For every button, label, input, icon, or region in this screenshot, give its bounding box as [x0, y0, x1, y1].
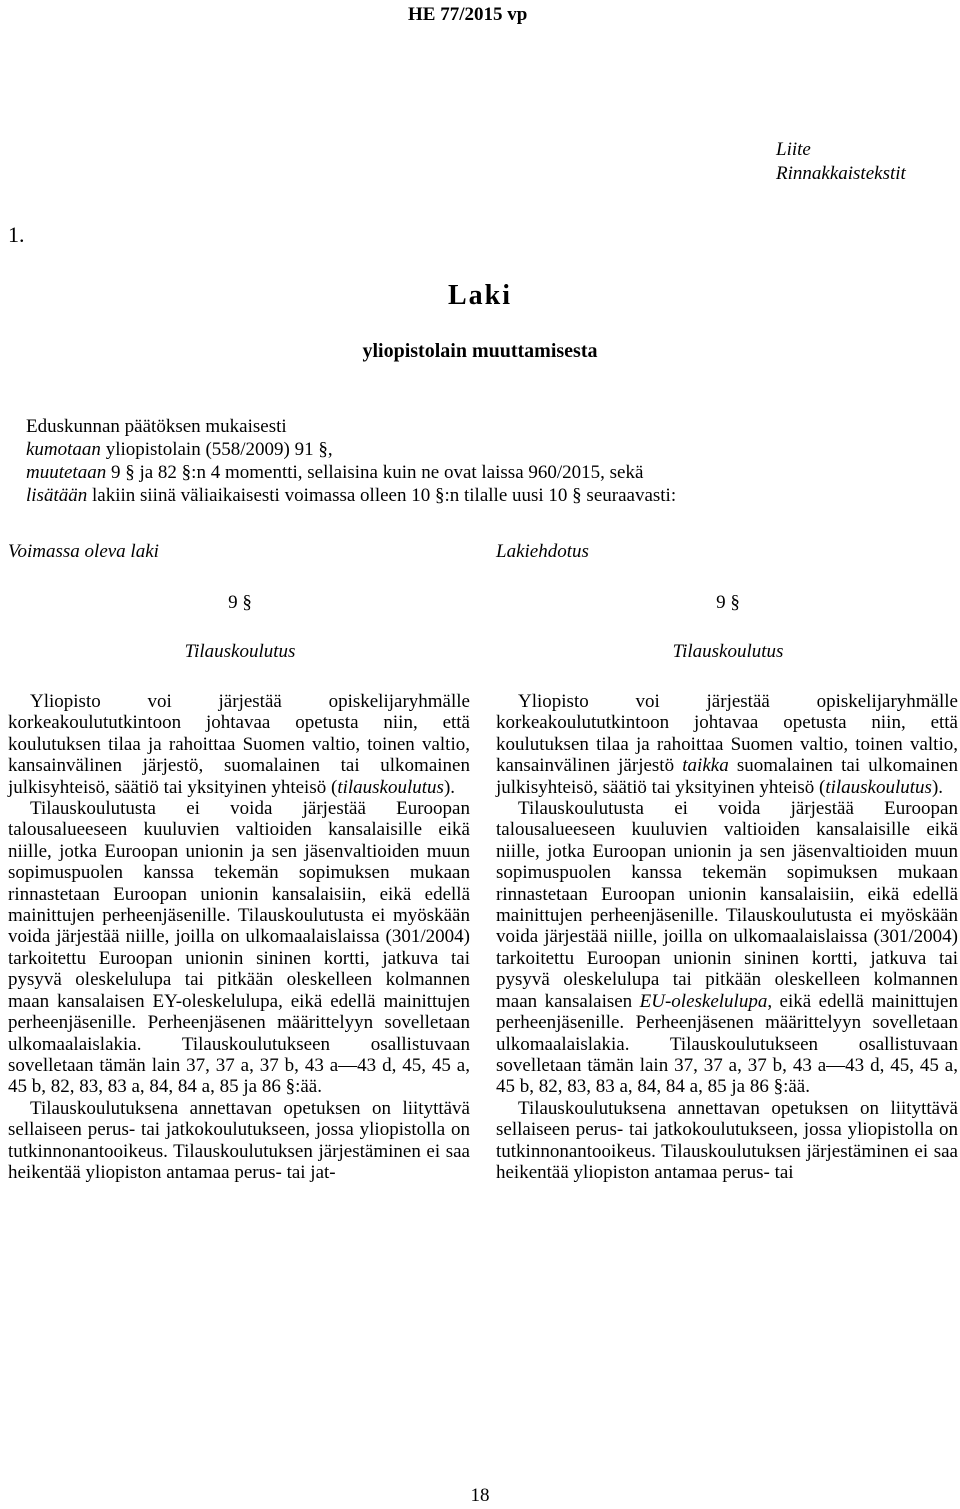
preamble-verb: lisätään — [26, 485, 88, 506]
appendix-line-rinnakkaistekstit: Rinnakkaistekstit — [776, 163, 906, 184]
left-section-number: 9 § — [228, 592, 252, 613]
text: Tilauskoulutusta ei voida järjestää Euroopan talousalueeseen kuuluvien valtioiden kansalaisille eikä niille, jotka Euroopan unionin ja sen jäsenvaltioiden muun sopimuspuolen kanssa tekemän sopimuksen mukaan rinnastetaan Euroopan unionin kansalaisiin, eikä edellä mainittujen perheenjäsenille. Tilauskoulutusta ei myöskään voida järjestää niille, joilla on ulkomaalaislaissa (301/2004) tarkoitettu Euroopan unionin sininen kortti, jatkuva tai pysyvä oleskelulupa tai pitkään oleskelleen kolmannen maan kansalaisen — [496, 798, 958, 1012]
paragraph: Tilauskoulutusta ei voida järjestää Euroopan talousalueeseen kuuluvien valtioiden kansalaisille eikä niille, jotka Euroopan unionin ja sen jäsenvaltioiden muun sopimuspuolen kanssa tekemän sopimuksen mukaan rinnastetaan Euroopan unionin kansalaisiin, eikä edellä mainittujen perheenjäsenille. Tilauskoulutusta ei myöskään voida järjestää niille, joilla on ulkomaalaislaissa (301/2004) tarkoitettu Euroopan unionin sininen kortti, jatkuva tai pysyvä oleskelulupa tai pitkään oleskelleen kolmannen maan kansalaisen EY-oleskelulupa, eikä edellä mainittujen perheenjäsenille. Perheenjäsenen määrittelyyn sovelletaan ulkomaalaislakia. Tilauskoulutukseen osallistuvaan sovelletaan tämän lain 37, 37 a, 37 b, 43 a—43 d, 45, 45 a, 45 b, 82, 83, 83 a, 84, 84 a, 85 ja 86 §:ää. — [8, 798, 470, 1098]
proposal-text — [496, 691, 958, 1183]
paragraph: Tilauskoulutuksena annettavan opetuksen on liityttävä sellaiseen perus- tai jatkokoulutukseen, jossa yliopistolla on tutkinnonantooikeus. Tilauskoulutuksen järjestäminen ei saa heikentää yliopiston antamaa perus- tai — [496, 1097, 958, 1183]
preamble-text: lakiin siinä väliaikaisesti voimassa olleen 10 §:n tilalle uusi 10 § seuraavasti: — [87, 485, 677, 506]
preamble-verb: kumotaan — [26, 439, 101, 460]
law-subtitle: yliopistolain muuttamisesta — [362, 340, 598, 362]
text: ). — [931, 776, 944, 798]
text-emphasis: taikka — [682, 755, 729, 777]
preamble-line — [26, 484, 956, 507]
preamble — [26, 415, 956, 507]
preamble-text: 9 § ja 82 §:n 4 momentti, sellaisina kuin ne ovat laissa 960/2015, sekä — [106, 462, 644, 483]
law-number: 1. — [8, 222, 25, 247]
paragraph — [496, 798, 958, 1098]
text-emphasis: tilauskoulutus — [337, 776, 444, 798]
preamble-text: yliopistolain (558/2009) 91 §, — [100, 439, 333, 460]
text-emphasis: EU-oleskelulupa — [639, 990, 768, 1012]
appendix-label — [776, 138, 906, 186]
preamble-line: Eduskunnan päätöksen mukaisesti — [26, 416, 287, 437]
preamble-line — [26, 438, 956, 461]
text-emphasis: tilauskoulutus — [825, 776, 932, 798]
text: Yliopisto voi järjestää opiskelijaryhmälle korkeakoulututkintoon johtavaa opetusta niin, että koulutuksen tilaa ja rahoittaa Suomen valtio, toinen valtio, kansainvälinen järjestö, suomalainen tai ulkomainen julkisyhteisö, säätiö tai yksityinen yhteisö ( — [8, 691, 470, 798]
text: ). — [443, 776, 456, 798]
text: , eikä edellä mainittujen perheenjäsenille. Perheenjäsenen määrittelyyn sovelletaan ulkomaalaislakia. Tilauskoulutukseen osallistuvaan sovelletaan tämän lain 37, 37 a, 37 b, 43 a—43 d, 45, 45 a, 45 b, 82, 83, 83 a, 84, 84 a, 85 ja 86 §:ää. — [496, 990, 958, 1098]
right-section-title: Tilauskoulutus — [672, 641, 784, 662]
right-section-number: 9 § — [716, 592, 740, 613]
document-id: HE 77/2015 vp — [408, 4, 528, 25]
left-section-title: Tilauskoulutus — [184, 641, 296, 662]
text: suomalainen tai ulkomainen julkisyhteisö, säätiö tai yksityinen yhteisö ( — [496, 755, 958, 798]
preamble-line — [26, 461, 956, 484]
paragraph — [8, 691, 470, 798]
paragraph — [496, 691, 958, 798]
current-law-header: Voimassa oleva laki — [8, 541, 159, 562]
text: Yliopisto voi järjestää opiskelijaryhmälle korkeakoulututkintoon johtavaa opetusta niin, että koulutuksen tilaa ja rahoittaa Suomen valtio, toinen valtio, kansainvälinen järjestö — [496, 691, 958, 777]
proposal-header: Lakiehdotus — [496, 541, 589, 562]
current-law-text — [8, 691, 470, 1183]
page-number: 18 — [470, 1485, 490, 1506]
paragraph: Tilauskoulutuksena annettavan opetuksen on liityttävä sellaiseen perus- tai jatkokoulutukseen, jossa yliopistolla on tutkinnonantooikeus. Tilauskoulutuksen järjestäminen ei saa heikentää yliopiston antamaa perus- tai jat- — [8, 1097, 470, 1183]
appendix-line-liite: Liite — [776, 139, 811, 160]
law-title: Laki — [447, 280, 513, 311]
preamble-verb: muutetaan — [26, 462, 107, 483]
